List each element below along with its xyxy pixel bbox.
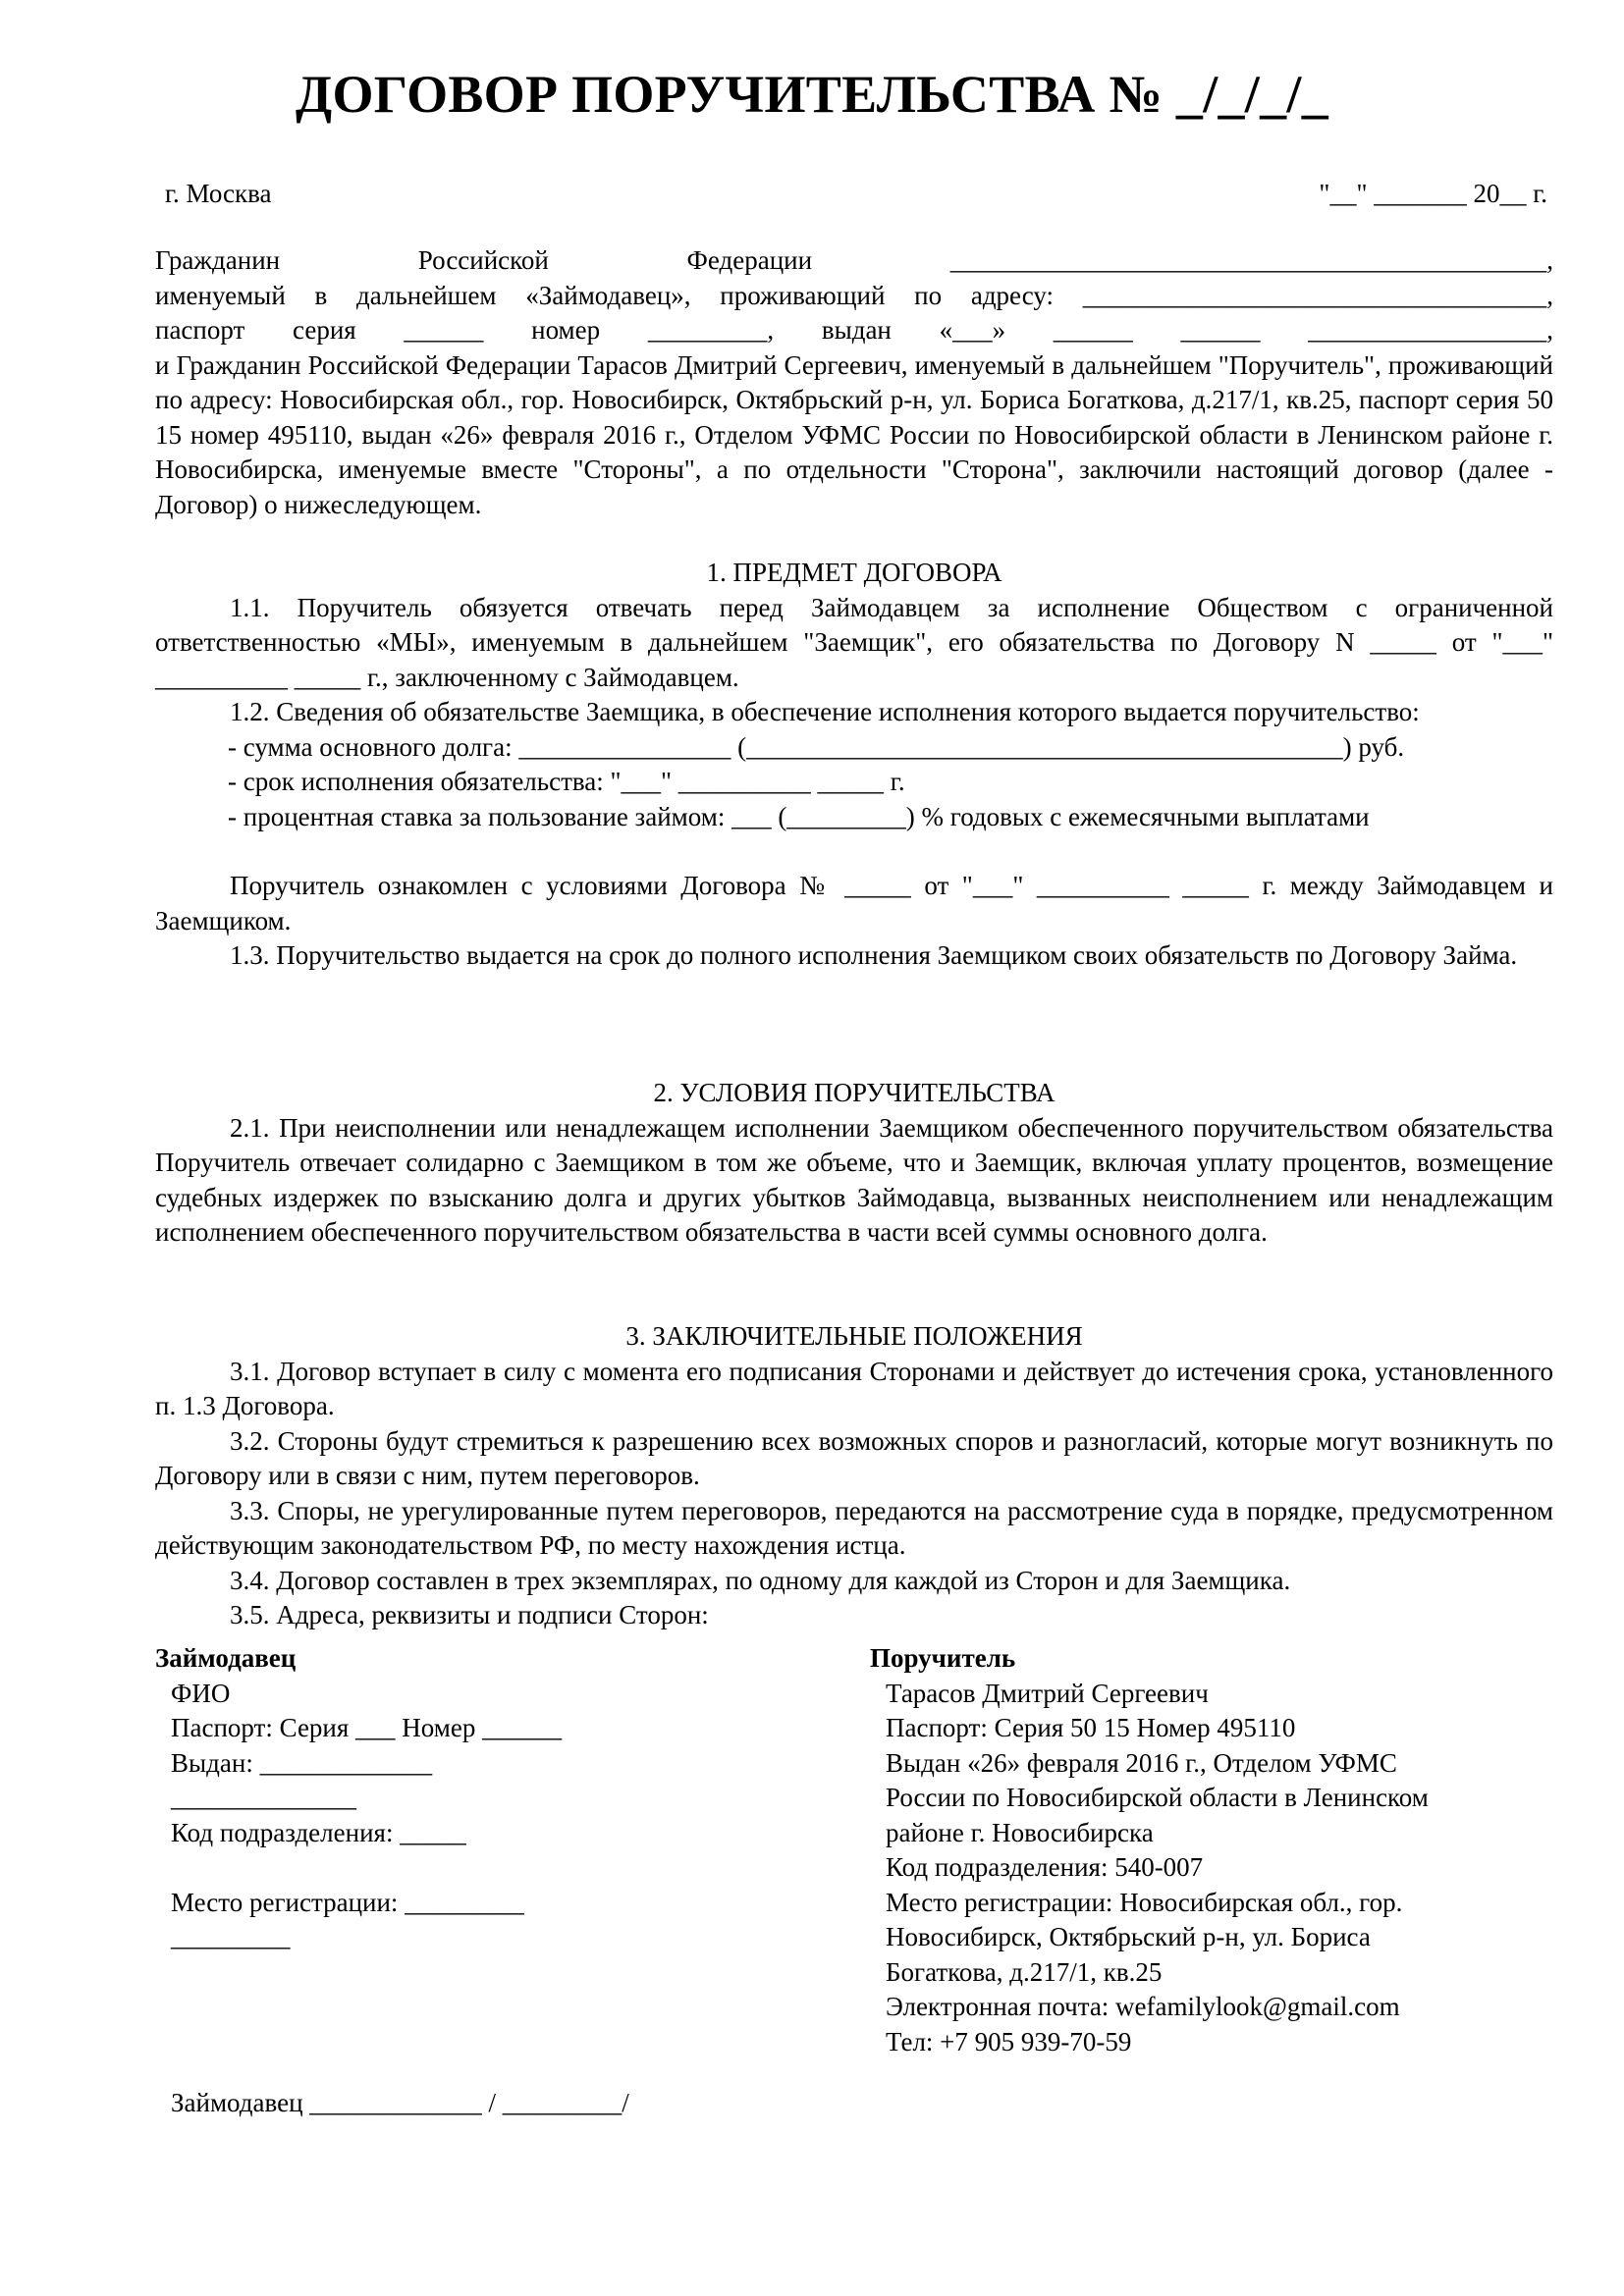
section-1-heading: 1. ПРЕДМЕТ ДОГОВОРА bbox=[706, 558, 1002, 587]
clause-3-4: 3.4. Договор составлен в трех экземплярах, по одному для каждой из Сторон и для Заемщика. bbox=[230, 1565, 1291, 1595]
section-1 bbox=[155, 556, 1553, 974]
guarantor-email: Электронная почта: wefamilylook@gmail.com bbox=[886, 1992, 1400, 2021]
guarantor-line: Место регистрации: Новосибирская обл., гор. bbox=[886, 1887, 1403, 1917]
guarantor-line: Тарасов Дмитрий Сергеевич bbox=[886, 1678, 1209, 1708]
preamble-text: и Гражданин Российской Федерации Тарасов Дмитрий Сергеевич, именуемый в дальнейшем "Поручитель", проживающий по адресу: Новосибирская обл., гор. Новосибирск, Октябрьский р-н, ул. Бориса Богаткова, д.217/1, кв.25, паспорт серия 50 15 номер 495110, выдан «26» февраля 2016 г., Отделом УФМС России по Новосибирской области в Ленинском районе г. Новосибирска, именуемые вместе "Стороны", а по отдельности "Сторона", заключили настоящий договор (далее - Договор) о нижеследующем. bbox=[155, 349, 1553, 519]
clause-3-2: 3.2. Стороны будут стремиться к разрешению всех возможных споров и разногласий, которые могут возникнуть по Договору или в связи с ним, путем переговоров. bbox=[155, 1425, 1553, 1490]
section-2-heading: 2. УСЛОВИЯ ПОРУЧИТЕЛЬСТВА bbox=[653, 1078, 1056, 1107]
clause-1-1: 1.1. Поручитель обязуется отвечать перед Займодавцем за исполнение Обществом с ограниченной ответственностью «МЫ», именуемым в дальнейшем "Заемщик", его обязательства по Договору N _____ от "___" __________ _____ г., заключенному с Займодавцем. bbox=[155, 592, 1553, 692]
guarantor-line: районе г. Новосибирска bbox=[886, 1817, 1154, 1847]
section-3 bbox=[155, 1319, 1553, 1633]
clause-1-3: 1.3. Поручительство выдается на срок до полного исполнения Заемщиком своих обязательств по Договору Займа. bbox=[230, 940, 1518, 970]
lender-details bbox=[155, 1641, 705, 1955]
acknowledgement: Поручитель ознакомлен с условиями Договора № _____ от "___" __________ _____ г. между Займодавцем и Заемщиком. bbox=[155, 871, 1553, 935]
obligation-item: - срок исполнения обязательства: "___" __________ _____ г. bbox=[228, 767, 905, 796]
guarantor-line: Новосибирск, Октябрьский р-н, ул. Бориса bbox=[886, 1922, 1371, 1951]
lender-line: Место регистрации: _________ bbox=[171, 1887, 524, 1917]
guarantor-phone: Тел: +7 905 939-70-59 bbox=[886, 2026, 1132, 2056]
clause-3-3: 3.3. Споры, не урегулированные путем переговоров, передаются на рассмотрение суда в порядке, предусмотренном действующим законодательством РФ, по месту нахождения истца. bbox=[155, 1495, 1553, 1560]
obligation-item: - сумма основного долга: ________________ (_____________________________________________) руб. bbox=[228, 731, 1405, 762]
section-2 bbox=[155, 1076, 1553, 1251]
lender-line: ФИО bbox=[171, 1678, 231, 1708]
preamble bbox=[155, 243, 1553, 522]
guarantor-heading: Поручитель bbox=[870, 1643, 1016, 1673]
document-title: ДОГОВОР ПОРУЧИТЕЛЬСТВА № _/_/_/_ bbox=[296, 65, 1328, 124]
guarantor-line: Богаткова, д.217/1, кв.25 bbox=[886, 1956, 1163, 1987]
guarantor-line: России по Новосибирской области в Ленинском bbox=[886, 1783, 1429, 1812]
clause-1-2: 1.2. Сведения об обязательстве Заемщика, в обеспечение исполнения которого выдается поручительство: bbox=[230, 697, 1420, 726]
lender-line: _________ bbox=[171, 1922, 291, 1951]
lender-heading: Займодавец bbox=[155, 1643, 297, 1673]
clause-3-5: 3.5. Адреса, реквизиты и подписи Сторон: bbox=[230, 1600, 709, 1629]
guarantor-line: Паспорт: Серия 50 15 Номер 495110 bbox=[886, 1713, 1296, 1742]
lender-line: ______________ bbox=[171, 1783, 356, 1812]
preamble-line-3: паспорт серия ______ номер _________, выдан «___» ______ ______ __________________, bbox=[155, 315, 1553, 345]
contract-date: "__" _______ 20__ г. bbox=[1319, 179, 1547, 208]
preamble-line-1: Гражданин Российской Федерации _____________________________________________, bbox=[155, 245, 1553, 275]
clause-3-1: 3.1. Договор вступает в силу с момента его подписания Сторонами и действует до истечения срока, установленного п. 1.3 Договора. bbox=[155, 1356, 1553, 1420]
spacer bbox=[155, 834, 1553, 869]
lender-line bbox=[155, 1850, 705, 1886]
preamble-line-2: именуемый в дальнейшем «Займодавец», проживающий по адресу: ___________________________________, bbox=[155, 280, 1553, 310]
guarantor-line: Код подразделения: 540-007 bbox=[886, 1852, 1204, 1882]
guarantor-details bbox=[870, 1641, 1538, 2059]
city: г. Москва bbox=[165, 179, 272, 208]
lender-line: Паспорт: Серия ___ Номер ______ bbox=[171, 1713, 563, 1742]
lender-signature-line: Займодавец _____________ / _________/ bbox=[171, 2088, 629, 2117]
obligation-item: - процентная ставка за пользование займом: ___ (_________) % годовых с ежемесячными выплатами bbox=[228, 801, 1370, 831]
clause-2-1: 2.1. При неисполнении или ненадлежащем исполнении Заемщиком обеспеченного поручительством обязательства Поручитель отвечает солидарно с Заемщиком в том же объеме, что и Заемщик, включая уплату процентов, возмещение судебных издержек по взысканию долга и других убытков Займодавца, вызванных неисполнением или ненадлежащим исполнением обеспеченного поручительством обязательства в части всей суммы основного долга. bbox=[155, 1112, 1553, 1247]
lender-line: Выдан: _____________ bbox=[171, 1747, 433, 1778]
section-3-heading: 3. ЗАКЛЮЧИТЕЛЬНЫЕ ПОЛОЖЕНИЯ bbox=[625, 1321, 1083, 1351]
lender-line: Код подразделения: _____ bbox=[171, 1817, 466, 1847]
guarantor-line: Выдан «26» февраля 2016 г., Отделом УФМС bbox=[886, 1747, 1397, 1778]
